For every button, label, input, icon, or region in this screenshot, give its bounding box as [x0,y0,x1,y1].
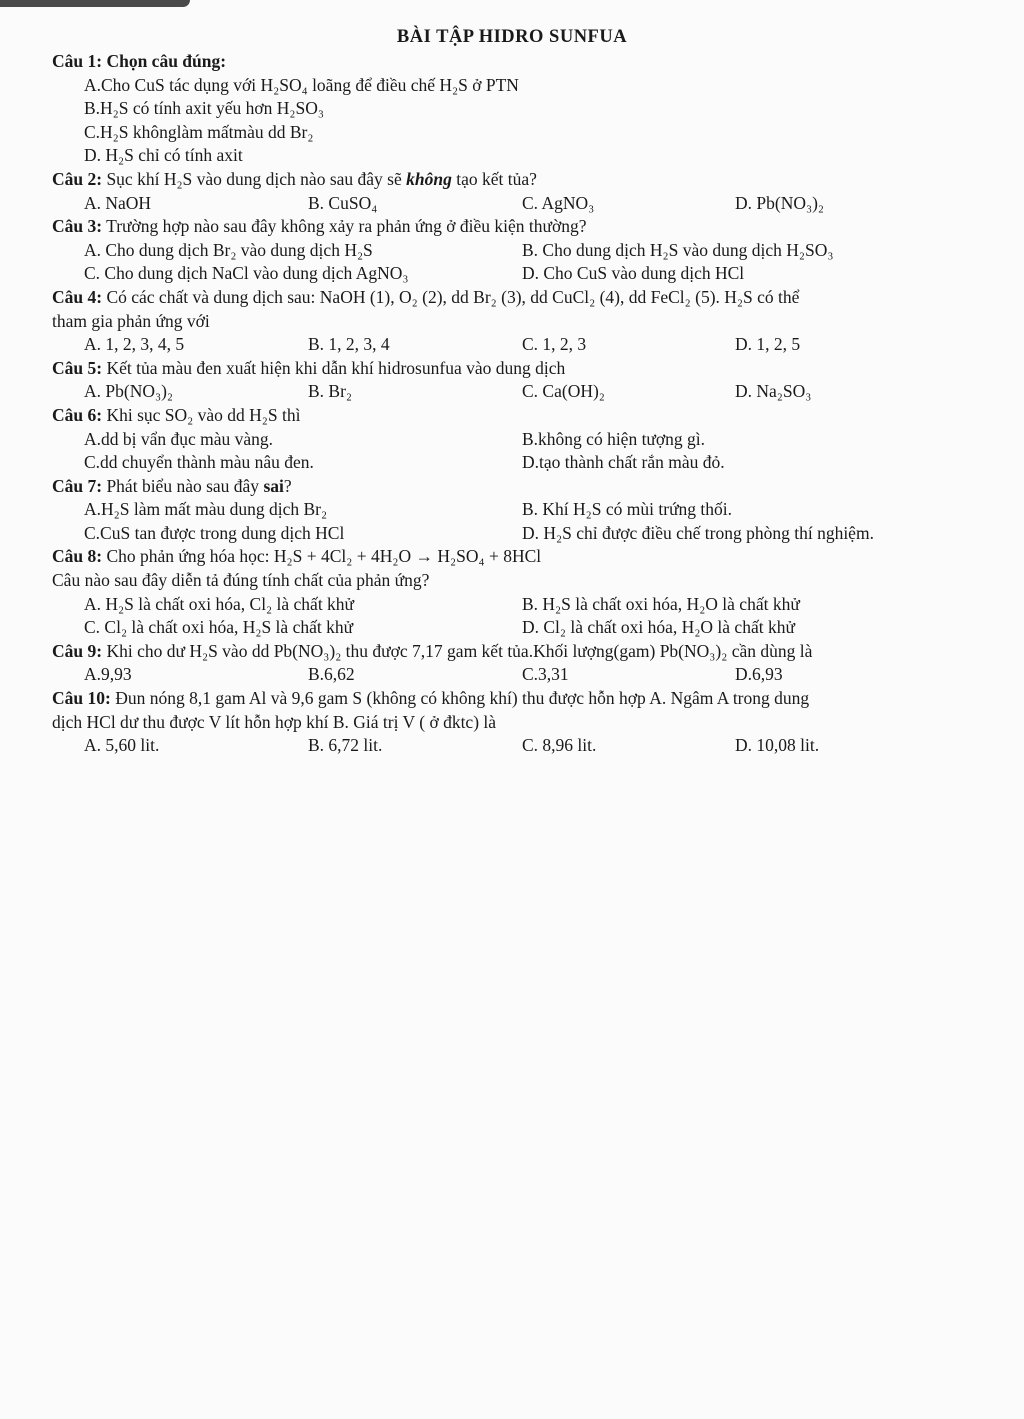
question-text: Kết tủa màu đen xuất hiện khi dẫn khí hidrosunfua vào dung dịch [102,357,566,378]
option: D. Cl₂ là chất oxi hóa, H₂O là chất khử [522,617,795,638]
option: B.H₂S có tính axit yếu hơn H₂SO₃ [84,98,324,119]
question-text: Cho phản ứng hóa học: H₂S + 4Cl₂ + 4H₂O → H₂SO₄ + 8HCl [102,546,542,567]
question-text-end: ? [283,475,292,496]
question-label: Câu 1: [52,51,103,71]
question-text: Có các chất và dung dịch sau: NaOH (1), O₂ (2), dd Br₂ (3), dd CuCl₂ (4), dd FeCl₂ (5). H₂S có thể [102,286,800,307]
option: C.3,31 [522,664,569,685]
option: B. Cho dung dịch H₂S vào dung dịch H₂SO₃ [522,239,834,260]
option: C. Ca(OH)₂ [522,381,605,402]
question-text-continued: Câu nào sau đây diễn tả đúng tính chất của phản ứng? [52,570,430,591]
options-row [52,262,972,286]
option: C.CuS tan được trong dung dịch HCl [84,522,345,543]
question-label: Câu 5: [52,357,103,378]
question-text: Chọn câu đúng: [102,51,227,71]
option: B. Khí H₂S có mùi trứng thối. [522,499,733,520]
option: A. 5,60 lit. [84,735,160,756]
option: A. 1, 2, 3, 4, 5 [84,334,185,355]
question-text: Khi sục SO₂ vào dd H₂S thì [102,404,301,425]
question-4 [52,286,972,310]
option: A.dd bị vẩn đục màu vàng. [84,428,274,449]
question-label: Câu 4: [52,286,103,307]
option: D.6,93 [735,664,783,685]
option: B.6,62 [308,664,355,685]
option: C. AgNO₃ [522,192,595,213]
option: D. Pb(NO₃)₂ [735,192,825,213]
option: D.tạo thành chất rắn màu đỏ. [522,452,725,473]
question-label: Câu 6: [52,404,103,425]
question-label: Câu 2: [52,168,103,189]
question-10 [52,687,972,711]
option: B.không có hiện tượng gì. [522,428,706,449]
options-row [52,498,972,522]
options-row [52,593,972,617]
worksheet [52,24,972,758]
question-text: Sục khí H₂S vào dung dịch nào sau đây sẽ [102,168,407,189]
question-text-end: tạo kết tủa? [451,168,537,189]
question-6 [52,404,972,428]
question-text: Khi cho dư H₂S vào dd Pb(NO₃)₂ thu được 7,17 gam kết tủa.Khối lượng(gam) Pb(NO₃)₂ cần dùng là [102,640,813,661]
options-row [52,380,972,404]
option: C.H₂S khônglàm mấtmàu dd Br₂ [84,121,314,142]
option: B. 6,72 lit. [308,735,383,756]
question-2 [52,168,972,192]
options-row [52,522,972,546]
question-text: Phát biểu nào sau đây [102,475,264,496]
option: B. 1, 2, 3, 4 [308,334,390,355]
option: B. H₂S là chất oxi hóa, H₂O là chất khử [522,593,800,614]
question-label: Câu 3: [52,216,103,237]
options-row [52,239,972,263]
option: B. CuSO₄ [308,192,378,213]
options-row [52,333,972,357]
options-row [52,428,972,452]
question-text-continued: dịch HCl dư thu được V lít hỗn hợp khí B. Giá trị V ( ở đktc) là [52,711,497,732]
option: C. Cl₂ là chất oxi hóa, H₂S là chất khử [84,617,354,638]
question-text: Đun nóng 8,1 gam Al và 9,6 gam S (không có không khí) thu được hỗn hợp A. Ngâm A trong dung [110,688,810,709]
question-1 [52,50,972,74]
options-row [52,734,972,758]
question-emphasis: sai [263,475,284,496]
top-edge-shadow [0,0,190,7]
options-row [52,616,972,640]
option: C. Cho dung dịch NaCl vào dung dịch AgNO₃ [84,263,409,284]
option: D. Na₂SO₃ [735,381,812,402]
option: C.dd chuyển thành màu nâu đen. [84,452,314,473]
question-8 [52,545,972,569]
question-label: Câu 9: [52,640,103,661]
question-label: Câu 8: [52,546,103,567]
option: A. Pb(NO₃)₂ [84,381,174,402]
option: D. 10,08 lit. [735,735,820,756]
option: D. H₂S chỉ được điều chế trong phòng thí nghiệm. [522,522,874,543]
option: D. H₂S chỉ có tính axit [84,145,243,166]
options-row [52,663,972,687]
question-emphasis: không [406,168,452,189]
option: D. 1, 2, 5 [735,334,801,355]
option: A. Cho dung dịch Br₂ vào dung dịch H₂S [84,239,373,260]
question-9 [52,640,972,664]
question-3 [52,215,972,239]
option: A.H₂S làm mất màu dung dịch Br₂ [84,499,328,520]
question-text-continued: tham gia phản ứng với [52,310,210,331]
options-row [52,451,972,475]
option: C. 1, 2, 3 [522,334,587,355]
options-row [52,192,972,216]
question-label: Câu 10: [52,688,111,709]
question-text: Trường hợp nào sau đây không xảy ra phản ứng ở điều kiện thường? [102,216,587,237]
option: A. H₂S là chất oxi hóa, Cl₂ là chất khử [84,593,355,614]
option: A. NaOH [84,192,152,213]
page-title: BÀI TẬP HIDRO SUNFUA [396,27,628,47]
option: A.Cho CuS tác dụng với H₂SO₄ loãng để điều chế H₂S ở PTN [84,74,519,95]
question-5 [52,357,972,381]
option: D. Cho CuS vào dung dịch HCl [522,263,745,284]
option: C. 8,96 lit. [522,735,597,756]
option: A.9,93 [84,664,132,685]
option: B. Br₂ [308,381,353,402]
question-label: Câu 7: [52,475,103,496]
question-7 [52,475,972,499]
